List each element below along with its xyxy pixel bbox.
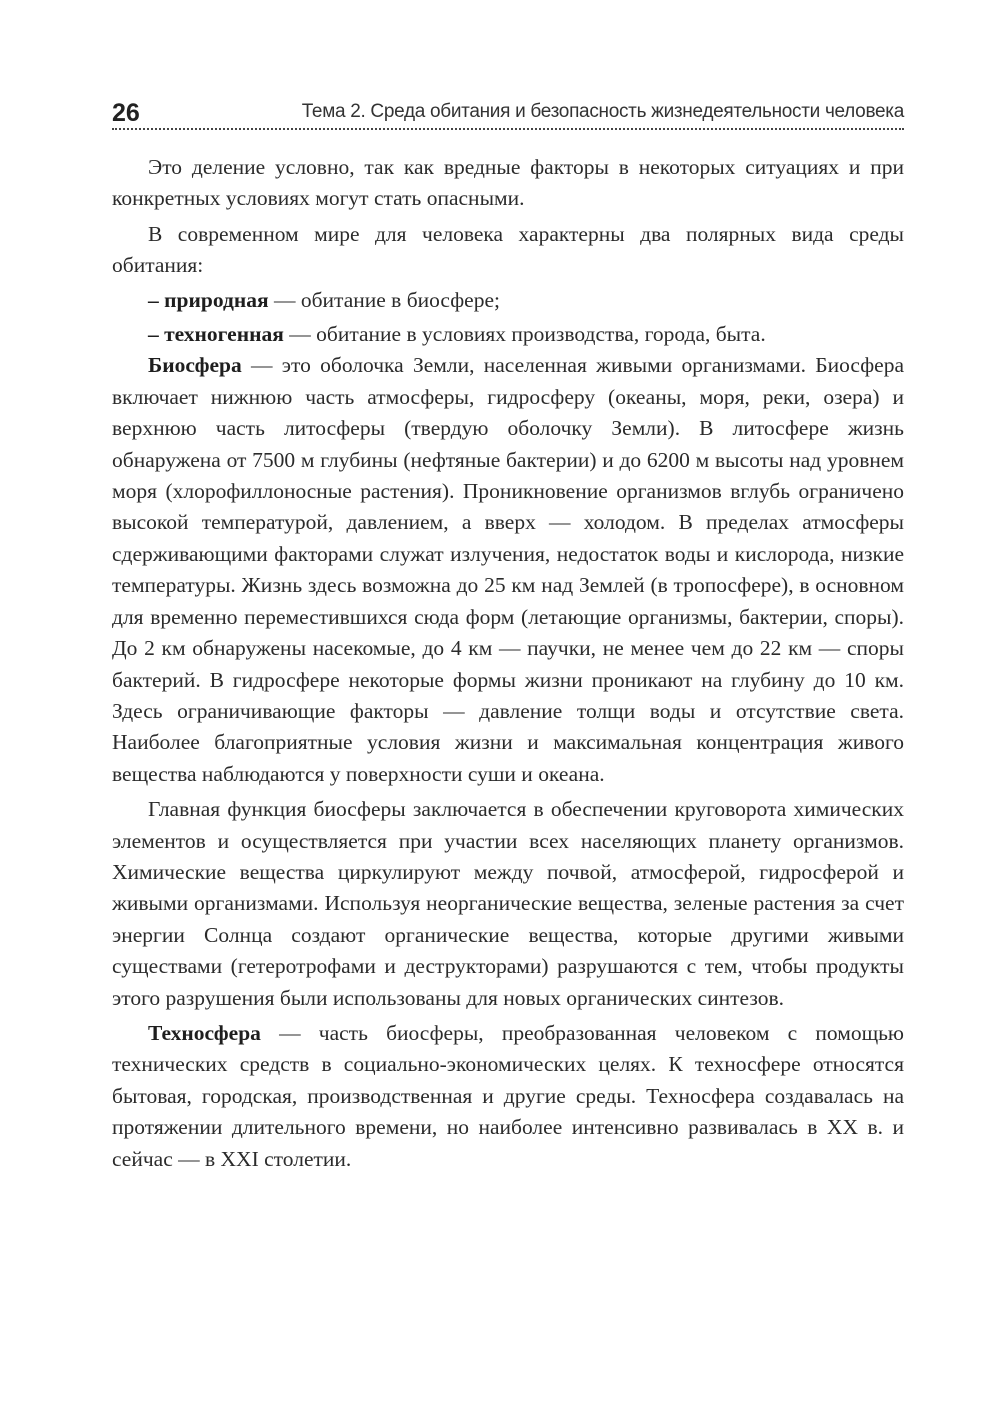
page-header xyxy=(112,92,904,132)
paragraph-biosphere-function-text: Главная функция биосферы заключается в обеспечении круговорота химических элементов и осуществляется при участии всех населяющих планету организмов. Химические вещества циркулируют между почвой, атмосферой, гидросферой и живыми организмами. Используя неорганические вещества, зеленые растения за счет энергии Солнца создают органические вещества, которые другими живыми существами (гетеротрофами и деструкторами) разрушаются с тем, чтобы продукты этого разрушения были использованы для новых органических синтезов. xyxy=(112,797,904,1010)
term-technogenic: – техногенная xyxy=(148,322,284,347)
term-biosphere: Биосфера xyxy=(148,353,242,378)
list-item-technogenic-text: — обитание в условиях производства, города, быта. xyxy=(283,322,766,347)
paragraph-1 xyxy=(112,152,904,215)
paragraph-2-text: В современном мире для человека характерны два полярных вида среды обитания: xyxy=(112,221,904,278)
paragraph-biosphere xyxy=(112,350,904,790)
list-item-natural-text: — обитание в биосфере; xyxy=(268,287,500,312)
paragraph-2 xyxy=(112,219,904,282)
term-natural: – природная xyxy=(148,287,269,312)
running-title: Тема 2. Среда обитания и безопасность жизнедеятельности человека xyxy=(301,101,904,122)
list-item-technogenic xyxy=(112,319,904,350)
paragraph-biosphere-text: — это оболочка Земли, населенная живыми организмами. Биосфера включает нижнюю часть атмосферы, гидросферу (океаны, моря, реки, озера) и верхнюю часть литосферы (твердую оболочку Земли). В литосфере жизнь обнаружена от 7500 м глубины (нефтяные бактерии) и до 6200 м высоты над уровнем моря (хлорофиллоносные растения). Проникновение организмов вглубь ограничено высокой температурой, давлением, а вверх — холодом. В пределах атмосферы сдерживающими факторами служат излучения, недостаток воды и кислорода, низкие температуры. Жизнь здесь возможна до 25 км над Землей (в тропосфере), в основном для временно переместившихся сюда форм (летающие организмы, бактерии, споры). До 2 км обнаружены насекомые, до 4 км — паучки, не менее чем до 22 км — споры бактерий. В гидросфере некоторые формы жизни проникают на глубину до 10 км. Здесь ограничивающие факторы — давление толщи воды и отсутствие света. Наиболее благоприятные условия жизни и максимальная концентрация живого вещества наблюдаются у поверхности суши и океана. xyxy=(112,353,904,786)
paragraph-technosphere xyxy=(112,1018,904,1175)
list-item-natural xyxy=(112,285,904,316)
paragraph-biosphere-function xyxy=(112,794,904,1014)
paragraph-1-text: Это деление условно, так как вредные факторы в некоторых ситуациях и при конкретных условиях могут стать опасными. xyxy=(112,155,904,211)
body-text xyxy=(112,152,904,1175)
page-number: 26 xyxy=(112,99,140,127)
paragraph-technosphere-text: — часть биосферы, преобразованная человеком с помощью технических средств в социально-экономических целях. К техносфере относятся бытовая, городская, производственная и другие среды. Техносфера создавалась на протяжении длительного времени, но наиболее интенсивно развивалась в XX в. и сейчас — в XXI столетии. xyxy=(112,1020,904,1171)
term-technosphere: Техносфера xyxy=(148,1020,261,1045)
header-dotted-rule xyxy=(112,128,904,130)
